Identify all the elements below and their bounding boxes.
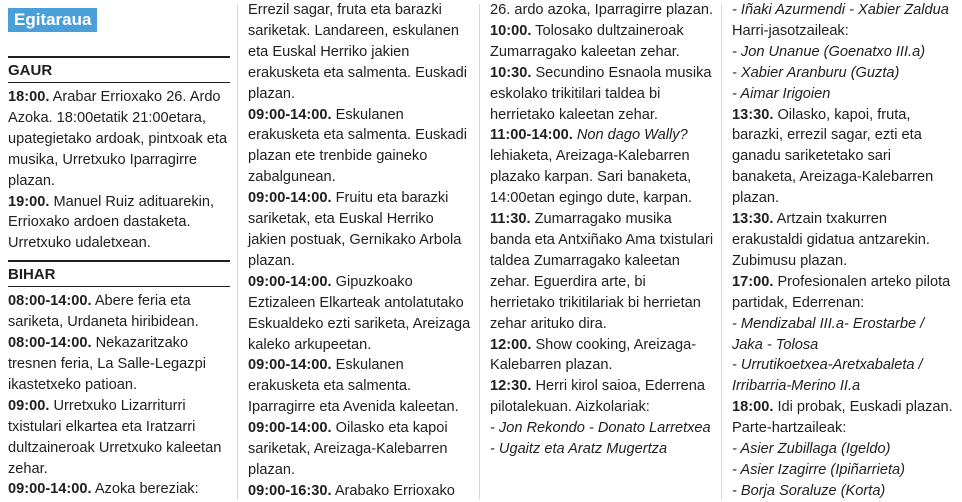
participant-item: - Ugaitz eta Aratz Mugertza (490, 441, 668, 458)
event-entry (490, 0, 714, 21)
column-3 (490, 0, 714, 460)
participant-item: - Jon Rekondo - Donato Larretxea (490, 420, 711, 437)
event-entry (490, 209, 714, 334)
event-italic-title: Non dago Wally? (572, 127, 688, 144)
event-text: Artzain txakurren erakustaldi gidatua antzarekin. Zubimusu plazan. (732, 211, 930, 269)
participant-item: - Asier Izagirre (Ipiñarrieta) (732, 461, 906, 478)
event-text: Errezil sagar, fruta eta barazki sariketak. Landareen, eskulanen eta Euskal Herriko jakien erakusketa eta salmenta. Euskadi plazan. (248, 2, 468, 102)
event-time: 09:00-14:00. (248, 273, 332, 290)
event-text: Eskulanen erakusketa eta salmenta. Euskadi plazan ete trenbide gaineko zabalgunean. (248, 106, 468, 186)
event-time: 08:00-14:00. (8, 293, 92, 310)
column-4 (732, 0, 958, 502)
event-time: 18:00. (732, 399, 774, 416)
event-entry (732, 397, 958, 439)
event-time: 09:00. (8, 397, 50, 414)
event-time: 09:00-14:00. (248, 190, 332, 207)
participant-item: - Jon Unanue (Goenatxo III.a) (732, 43, 926, 60)
participant-group-label: Harri-jasotzaileak: (732, 22, 849, 39)
event-time: 18:00. (8, 89, 50, 105)
event-entry (490, 125, 714, 209)
section-heading-bihar: BIHAR (8, 260, 230, 287)
column-divider (237, 4, 238, 500)
event-time: 12:30. (490, 378, 532, 395)
participant-item: - Urrutikoetxea-Aretxabaleta / Irribarria-Merino II.a (732, 357, 923, 395)
column-1 (8, 0, 230, 500)
event-entry (490, 376, 714, 418)
event-text: Arabako Errioxako (331, 482, 455, 499)
participant-item: - Borja Soraluze (Korta) (732, 482, 886, 499)
event-text: Abere feria eta sariketa, Urdaneta hiribidean. (8, 293, 199, 331)
event-entry (248, 272, 472, 356)
program-title: Egitaraua (8, 8, 97, 32)
event-entry (490, 63, 714, 126)
event-text: Oilasko, kapoi, fruta, barazki, errezil sagar, ezti eta ganadu sariketetako sari banaketa, Areizaga-Kalebarren plazan. (732, 106, 934, 207)
event-time: 11:30. (490, 211, 531, 228)
participant-item: - Xabier Aranburu (Guzta) (732, 64, 900, 81)
section-heading-gaur: GAUR (8, 56, 230, 83)
event-entry (490, 21, 714, 63)
event-text: Idi probak, Euskadi plazan. Parte-hartzaileak: (732, 399, 953, 437)
event-entry (248, 418, 472, 481)
event-text: Oilasko eta kapoi sariketak, Areizaga-Kalebarren plazan. (248, 420, 448, 478)
event-time: 13:30. (732, 106, 774, 123)
event-text: Fruitu eta barazki sariketak, eta Euskal Herriko jakien postuak, Gernikako Arbola plazan. (248, 190, 462, 269)
event-time: 12:00. (490, 336, 532, 353)
event-time: 09:00-14:00. (8, 481, 92, 498)
event-entry (248, 355, 472, 418)
event-text: Urretxuko Lizarriturri txistulari elkartea eta Iratzarri dultzaineroak Urretxuko kaleetan zehar. (8, 397, 222, 477)
event-entry (732, 272, 958, 314)
event-entry (8, 192, 230, 255)
event-time: 17:00. (732, 273, 774, 290)
participant-item: - Mendizabal III.a- Erostarbe / Jaka - Tolosa (732, 315, 925, 353)
event-entry (8, 87, 230, 192)
column-2 (248, 0, 472, 502)
event-entry (8, 291, 230, 333)
event-text: Secundino Esnaola musika eskolako trikitilari taldea bi herrietako kaleetan zehar. (490, 64, 712, 123)
event-entry (248, 105, 472, 189)
column-divider (721, 4, 722, 500)
event-text: Nekazaritzako tresnen feria, La Salle-Legazpi ikastetxeko patioan. (8, 335, 206, 393)
participant-item: - Asier Zubillaga (Igeldo) (732, 441, 891, 458)
event-time: 09:00-14:00. (248, 106, 332, 123)
event-text: Show cooking, Areizaga-Kalebarren plazan. (490, 336, 697, 374)
event-time: 09:00-16:30. (248, 482, 332, 499)
event-entry (8, 333, 230, 396)
event-entry (732, 209, 958, 272)
event-time: 08:00-14:00. (8, 335, 92, 352)
event-time: 09:00-14:00. (248, 357, 332, 374)
event-text: Manuel Ruiz adituarekin, Errioxako ardoen dastaketa. Urretxuko udaletxean. (8, 193, 215, 252)
participant-item: - Iñaki Azurmendi - Xabier Zaldua (732, 2, 949, 18)
event-time: 19:00. (8, 193, 50, 210)
event-text: Azoka bereziak: (91, 481, 199, 498)
event-text: 26. ardo azoka, Iparragirre plazan. (490, 2, 714, 18)
event-text: Arabar Errioxako 26. Ardo Azoka. 18:00etatik 21:00etara, upategietako ardoak, pintxoak eta musika, Urretxuko Iparragirre plazan. (8, 89, 228, 189)
event-text: Gipuzkoako Eztizaleen Elkarteak antolatutako Eskualdeko ezti sariketa, Areizaga kaleko arkupeetan. (248, 273, 471, 353)
event-entry (248, 188, 472, 272)
event-text: Profesionalen arteko pilota partidak, Ederrenan: (732, 273, 951, 311)
event-text: Tolosako dultzaineroak Zumarragako kaleetan zehar. (490, 22, 684, 60)
event-time: 10:00. (490, 22, 532, 39)
event-entry (8, 479, 230, 500)
event-entry (248, 0, 472, 105)
event-entry (732, 105, 958, 210)
event-entry (8, 396, 230, 480)
event-time: 09:00-14:00. (248, 420, 332, 437)
column-divider (479, 4, 480, 500)
event-text: Eskulanen erakusketa eta salmenta. Iparragirre eta Avenida kaleetan. (248, 357, 459, 416)
event-text: Zumarragako musika banda eta Antxiñako Ama txistulari taldea Zumarragako kaleetan zehar. Eguerdira arte, bi herrietako trikitilariak bi herrietan zehar arituko dira. (490, 211, 714, 332)
event-text: lehiaketa, Areizaga-Kalebarren plazako karpan. Sari banaketa, 14:00etan egingo dute, karpan. (490, 148, 693, 207)
event-entry (248, 481, 472, 502)
participant-item: - Aimar Irigoien (732, 85, 831, 102)
event-time: 13:30. (732, 211, 774, 228)
event-time: 10:30. (490, 64, 532, 81)
event-text: Herri kirol saioa, Ederrena pilotalekuan. Aizkolariak: (490, 378, 705, 416)
event-time: 11:00-14:00. (490, 127, 573, 144)
event-entry (490, 335, 714, 377)
